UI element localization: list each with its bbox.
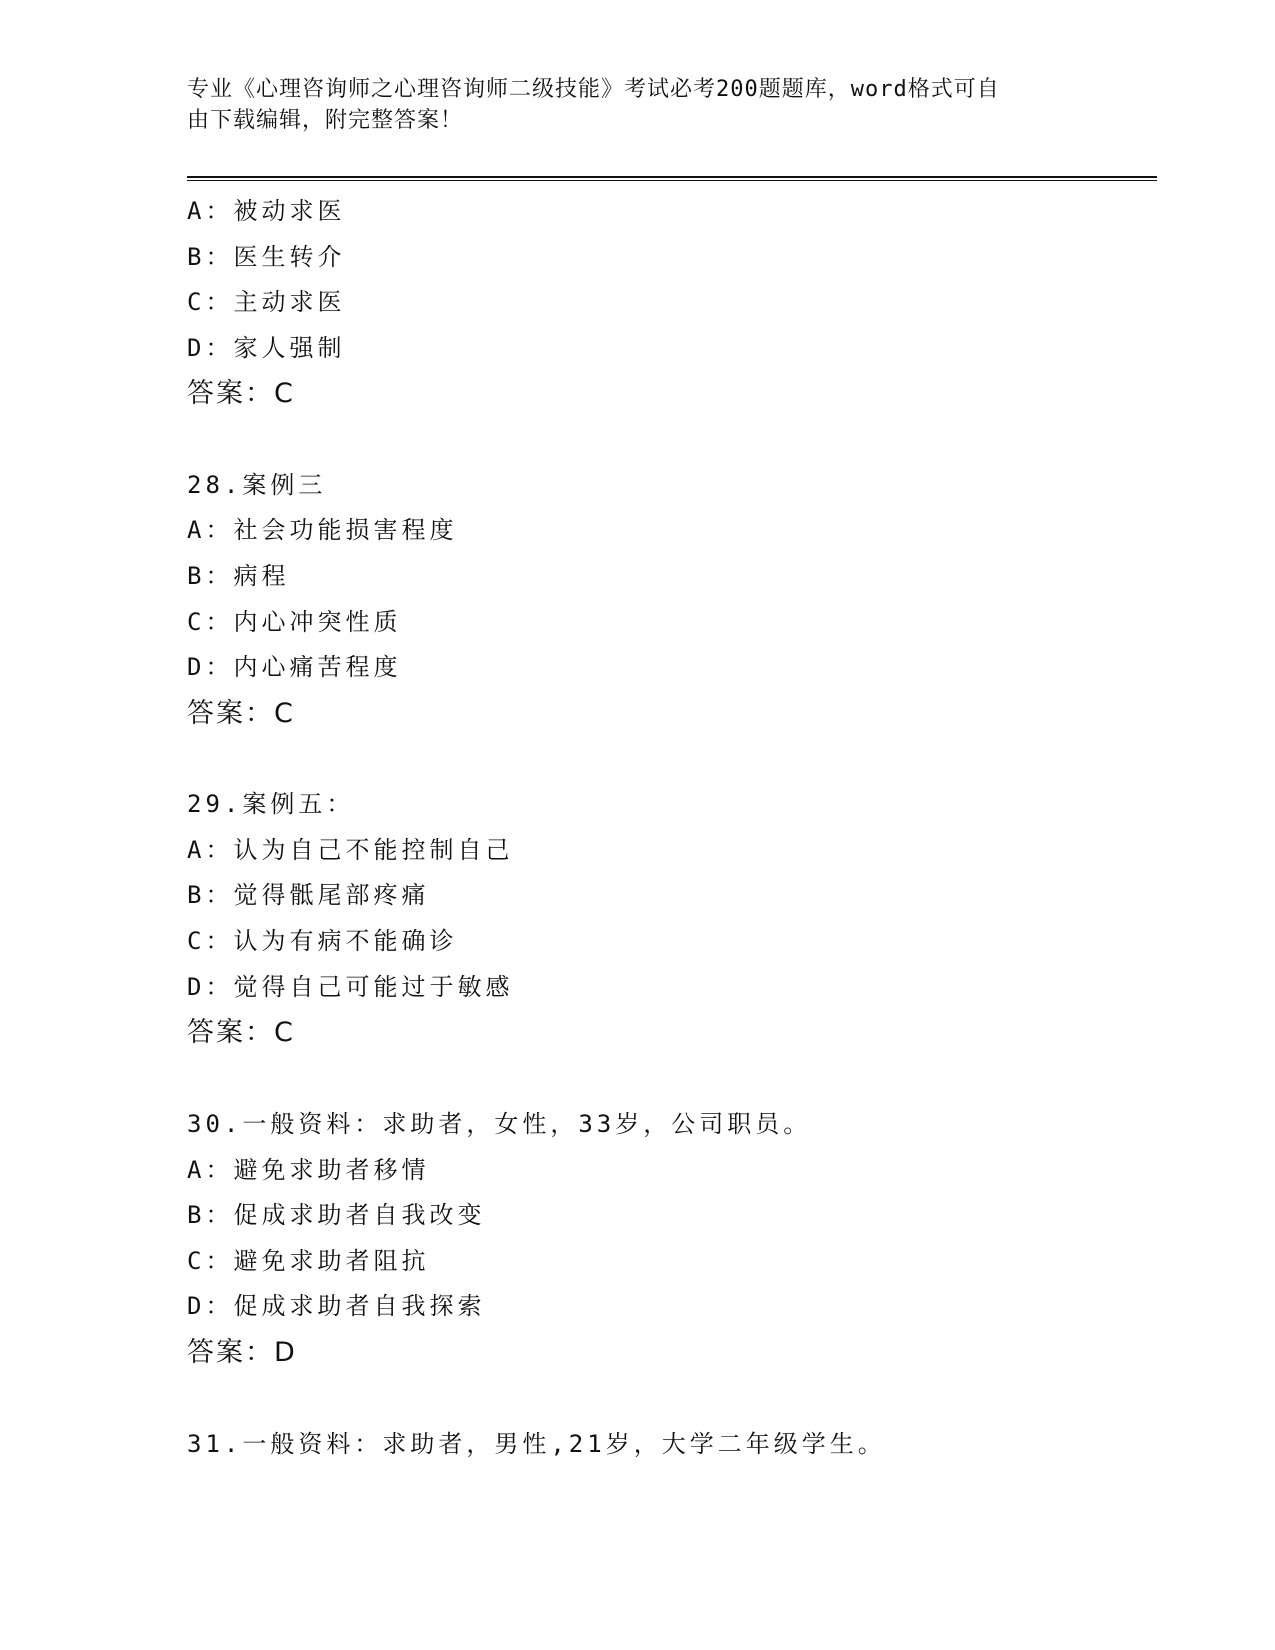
header-divider: [187, 176, 1157, 181]
option-c: C：主动求医: [187, 288, 346, 316]
question-title: 30.一般资料：求助者，女性，33岁，公司职员。: [187, 1110, 812, 1138]
question-title: 31.一般资料：求助者，男性,21岁，大学二年级学生。: [187, 1430, 886, 1458]
document-header: [187, 74, 1087, 136]
header-line-1: 专业《心理咨询师之心理咨询师二级技能》考试必考200题题库，word格式可自: [187, 77, 1000, 102]
option-a: A：认为自己不能控制自己: [187, 836, 514, 864]
option-a: A：社会功能损害程度: [187, 516, 458, 544]
option-b: B：医生转介: [187, 243, 346, 271]
answer-line: 答案：C: [187, 1017, 295, 1048]
question-title: 28.案例三: [187, 471, 327, 499]
option-b: B：促成求助者自我改变: [187, 1201, 486, 1229]
option-a: A：被动求医: [187, 197, 346, 225]
option-d: D：内心痛苦程度: [187, 653, 402, 681]
answer-line: 答案：D: [187, 1337, 297, 1368]
option-d: D：家人强制: [187, 334, 346, 362]
option-c: C：避免求助者阻抗: [187, 1247, 430, 1275]
option-a: A：避免求助者移情: [187, 1156, 430, 1184]
option-b: B：病程: [187, 562, 290, 590]
option-d: D：促成求助者自我探索: [187, 1292, 486, 1320]
option-c: C：内心冲突性质: [187, 608, 402, 636]
answer-line: 答案：C: [187, 378, 295, 409]
option-b: B：觉得骶尾部疼痛: [187, 881, 430, 909]
question-title: 29.案例五：: [187, 790, 355, 818]
answer-line: 答案：C: [187, 698, 295, 729]
header-line-2: 由下载编辑，附完整答案！: [187, 108, 464, 133]
option-d: D：觉得自己可能过于敏感: [187, 973, 514, 1001]
option-c: C：认为有病不能确诊: [187, 927, 458, 955]
